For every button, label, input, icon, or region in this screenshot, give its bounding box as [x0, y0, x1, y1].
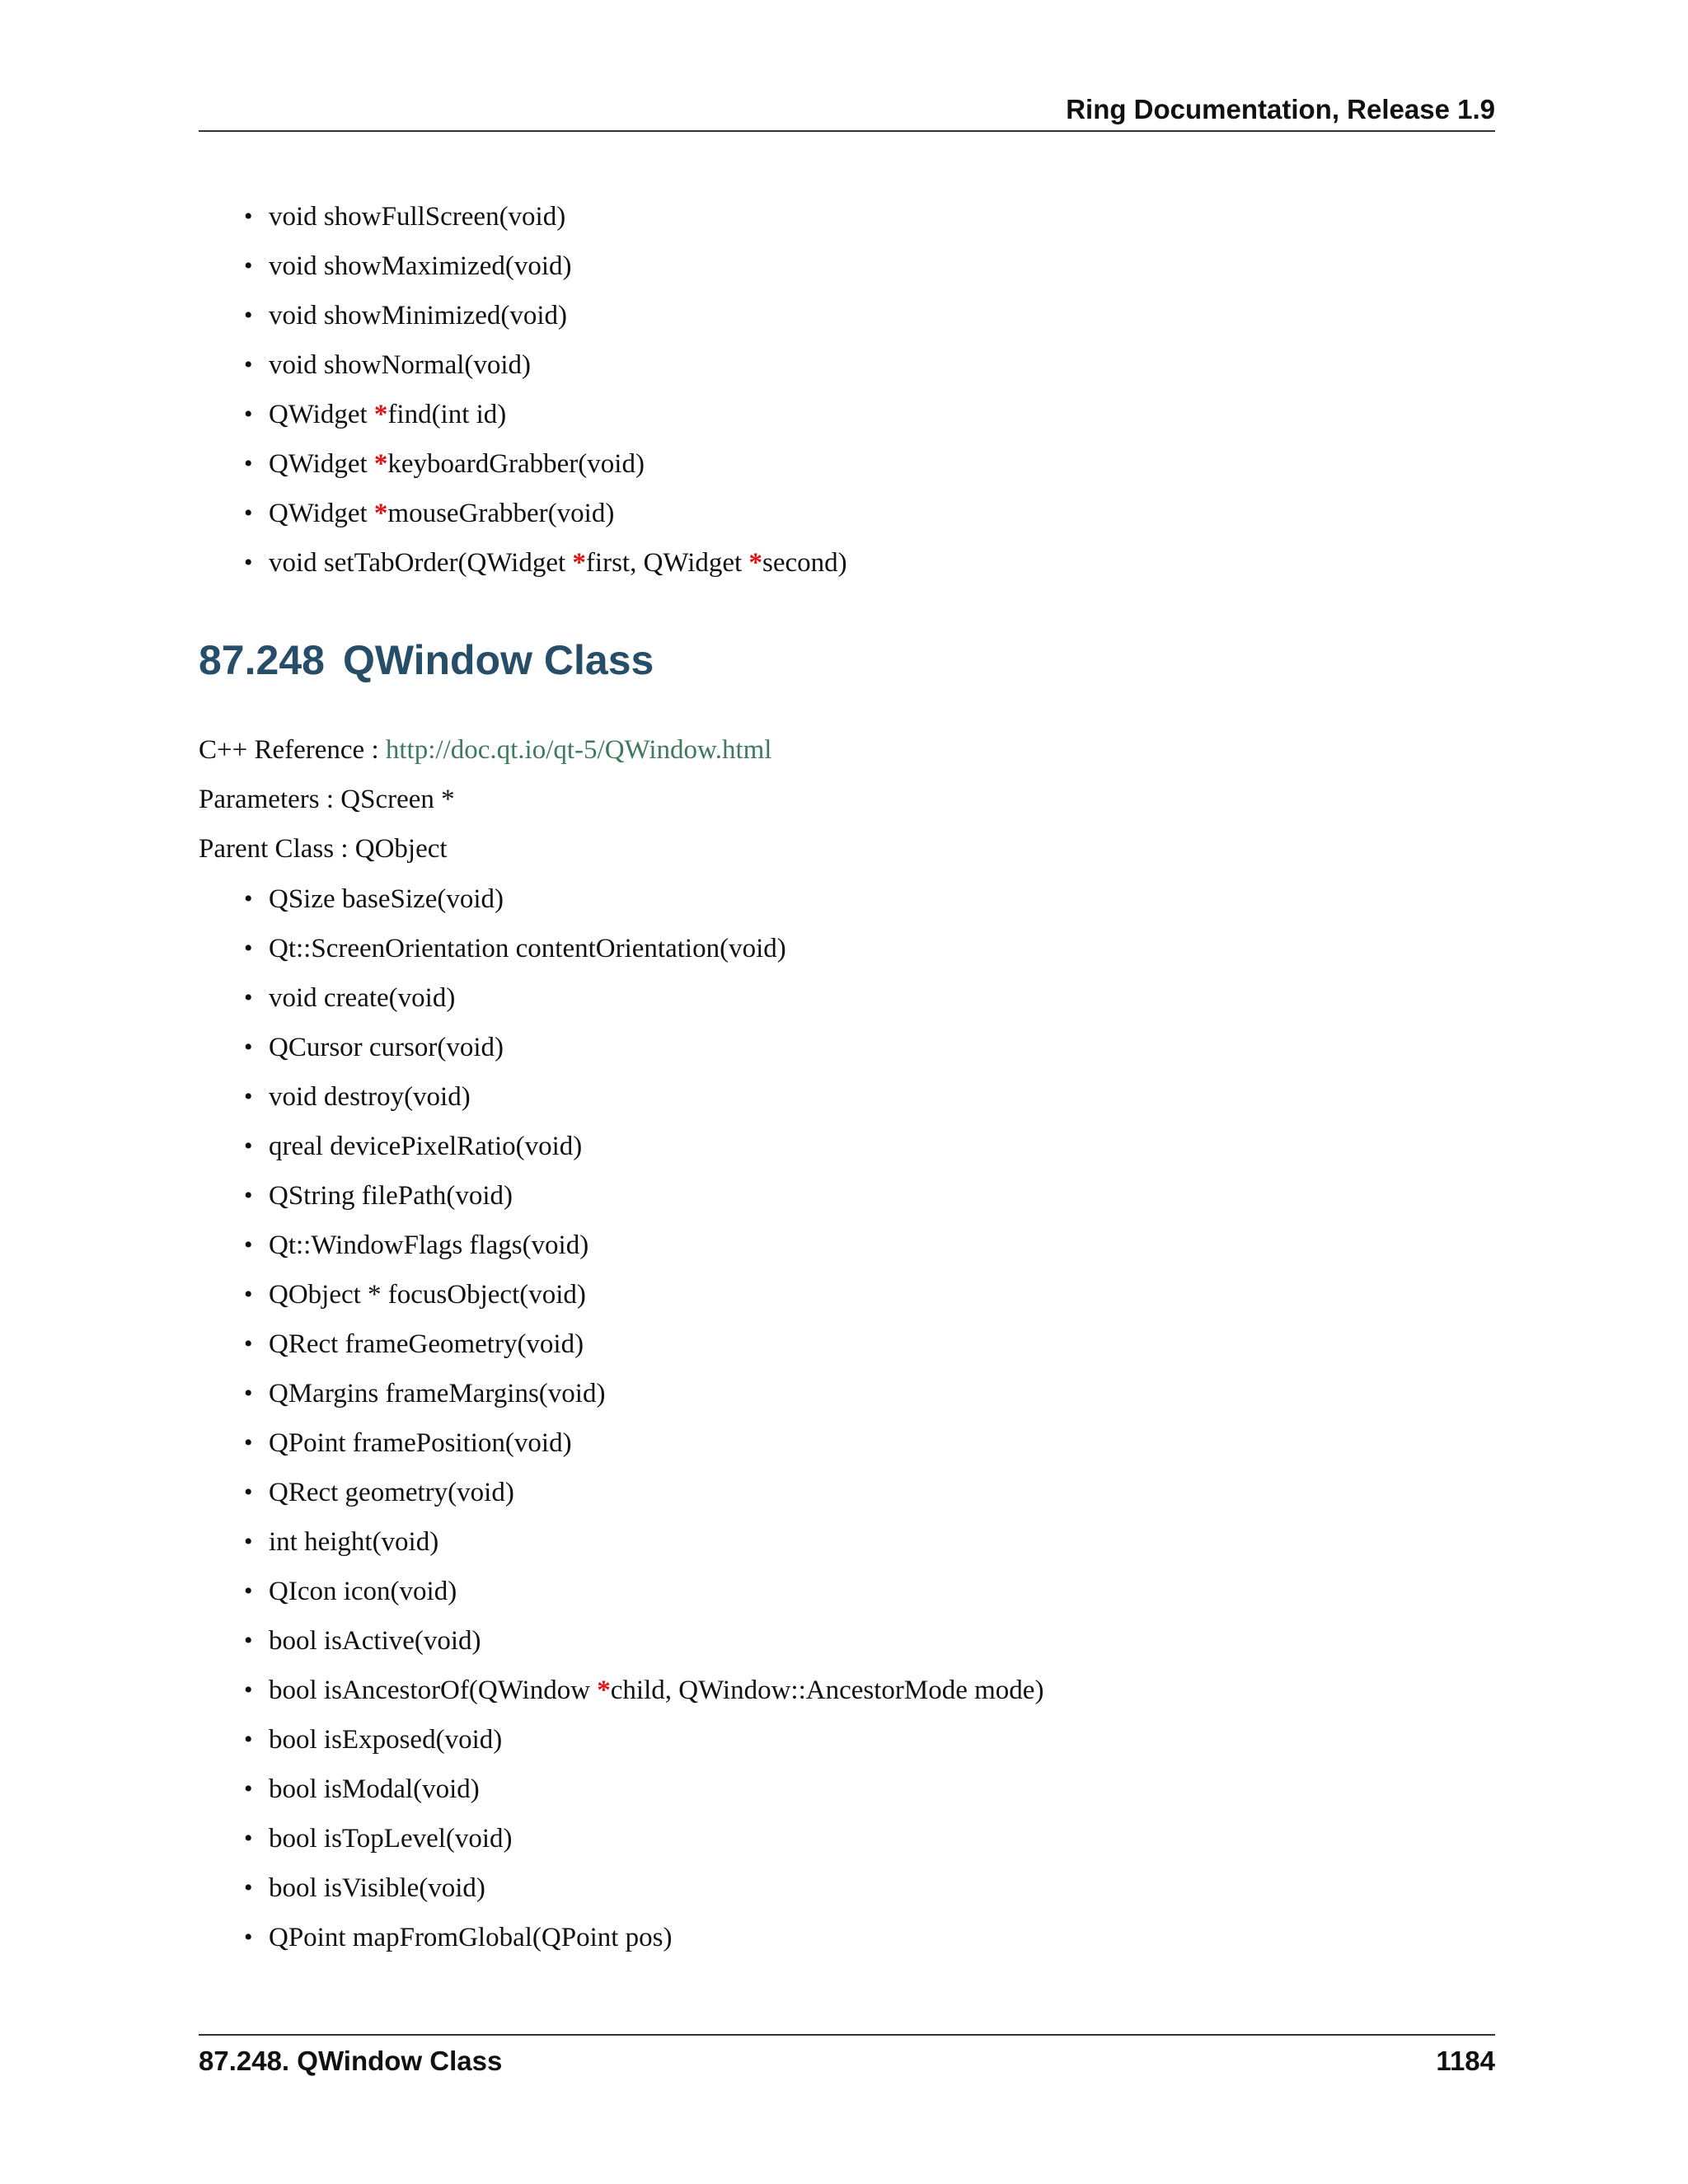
list-item: • QMargins frameMargins(void): [244, 1369, 1043, 1418]
bullet: •: [244, 450, 253, 477]
list-item: • QCursor cursor(void): [244, 1023, 1043, 1072]
bullet: •: [244, 499, 253, 527]
list-item: • QString filePath(void): [244, 1171, 1043, 1221]
list-item: • Qt::ScreenOrientation contentOrientation(void): [244, 924, 1043, 973]
bullet: •: [244, 1676, 253, 1704]
list-item: • qreal devicePixelRatio(void): [244, 1122, 1043, 1171]
cpp-reference-label: C++ Reference :: [199, 735, 386, 765]
pointer-star: *: [748, 548, 762, 578]
bullet: •: [244, 1083, 253, 1110]
list-item: • bool isModal(void): [244, 1765, 1043, 1814]
cpp-reference: [199, 725, 771, 775]
list-item: • QWidget *mouseGrabber(void): [244, 489, 847, 538]
bullet: •: [244, 401, 253, 428]
list-item: • QPoint framePosition(void): [244, 1418, 1043, 1468]
page-header: [199, 92, 1495, 132]
pointer-star: *: [373, 449, 388, 479]
pointer-star: *: [572, 548, 586, 578]
bullet: •: [244, 1627, 253, 1654]
bullet: •: [244, 1874, 253, 1901]
cpp-reference-link[interactable]: http://doc.qt.io/qt-5/QWindow.html: [385, 735, 772, 765]
bullet: •: [244, 1281, 253, 1308]
parameters: Parameters : QScreen *: [199, 785, 455, 814]
section-title: QWindow Class: [342, 637, 654, 683]
bullet: •: [244, 1479, 253, 1506]
list-item: • void showFullScreen(void): [244, 192, 847, 241]
list-item: • void showNormal(void): [244, 340, 847, 390]
bullet: •: [244, 1132, 253, 1160]
pointer-star: *: [597, 1675, 611, 1705]
parent-class: Parent Class : QObject: [199, 834, 448, 864]
bullet: •: [244, 984, 253, 1011]
method-list: [244, 874, 1043, 1962]
list-item: • void setTabOrder(QWidget *first, QWidget *second): [244, 538, 847, 588]
list-item: • QWidget *find(int id): [244, 390, 847, 439]
list-item: • QRect frameGeometry(void): [244, 1319, 1043, 1369]
list-item: • Qt::WindowFlags flags(void): [244, 1221, 1043, 1270]
list-item: • QRect geometry(void): [244, 1468, 1043, 1517]
bullet: •: [244, 1726, 253, 1753]
list-item: • bool isTopLevel(void): [244, 1814, 1043, 1863]
list-item: • bool isActive(void): [244, 1616, 1043, 1666]
bullet: •: [244, 1577, 253, 1605]
bullet: •: [244, 203, 253, 230]
list-item: • bool isAncestorOf(QWindow *child, QWindow::AncestorMode mode): [244, 1666, 1043, 1715]
footer-section: 87.248. QWindow Class: [199, 2046, 503, 2076]
list-item: • bool isExposed(void): [244, 1715, 1043, 1765]
bullet: •: [244, 1924, 253, 1951]
bullet: •: [244, 1033, 253, 1061]
bullet: •: [244, 1380, 253, 1407]
bullet: •: [244, 1330, 253, 1357]
list-item: • QPoint mapFromGlobal(QPoint pos): [244, 1913, 1043, 1962]
section-number: 87.248: [199, 637, 325, 683]
previous-method-list: [244, 192, 847, 588]
list-item: • QIcon icon(void): [244, 1567, 1043, 1616]
list-item: • void destroy(void): [244, 1072, 1043, 1122]
bullet: •: [244, 549, 253, 576]
list-item: • QObject * focusObject(void): [244, 1270, 1043, 1319]
list-item: • QWidget *keyboardGrabber(void): [244, 439, 847, 489]
page-footer: [199, 2034, 1495, 2085]
list-item: • QSize baseSize(void): [244, 874, 1043, 924]
bullet: •: [244, 1528, 253, 1555]
bullet: •: [244, 1231, 253, 1258]
bullet: •: [244, 1825, 253, 1852]
list-item: • void showMinimized(void): [244, 291, 847, 340]
pointer-star: *: [373, 499, 388, 528]
pointer-star: *: [373, 400, 388, 429]
bullet: •: [244, 302, 253, 329]
bullet: •: [244, 935, 253, 962]
page-number: 1184: [1436, 2046, 1495, 2076]
list-item: • bool isVisible(void): [244, 1863, 1043, 1913]
bullet: •: [244, 252, 253, 279]
list-item: • void create(void): [244, 973, 1043, 1023]
bullet: •: [244, 1429, 253, 1456]
list-item: • void showMaximized(void): [244, 241, 847, 291]
bullet: •: [244, 351, 253, 378]
bullet: •: [244, 1182, 253, 1209]
header-title: Ring Documentation, Release 1.9: [1066, 94, 1495, 124]
section-heading: [199, 636, 654, 684]
bullet: •: [244, 885, 253, 912]
list-item: • int height(void): [244, 1517, 1043, 1567]
bullet: •: [244, 1775, 253, 1802]
